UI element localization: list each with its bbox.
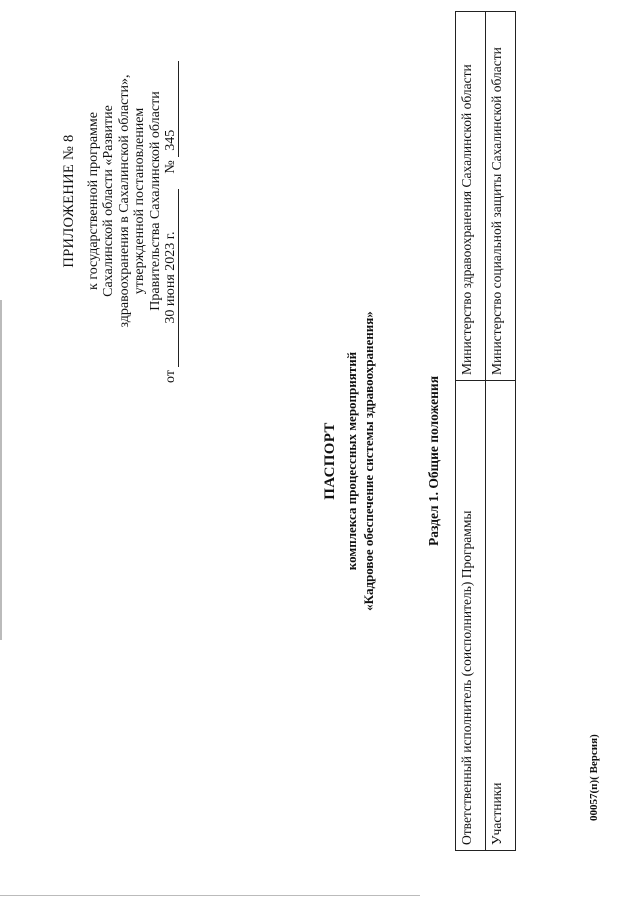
- appendix-line: здравоохранения в Сахалинской области»,: [116, 74, 132, 328]
- version-stamp: 00057(п)( Версия): [588, 734, 600, 821]
- passport-subtitle: комплекса процессных мероприятий: [344, 351, 359, 571]
- passport-heading: [322, 211, 377, 711]
- appendix-line: Сахалинской области «Развитие: [101, 105, 116, 297]
- appendix-date-line: [163, 11, 179, 391]
- number-value: 345: [163, 61, 179, 157]
- passport-title: ПАСПОРТ: [322, 422, 338, 500]
- appendix-block: [62, 11, 179, 391]
- table-cell-value: Министерство социальной защиты Сахалинской области: [486, 12, 516, 381]
- appendix-line: Правительства Сахалинской области: [147, 91, 163, 311]
- date-prefix: от: [163, 370, 178, 383]
- appendix-title: ПРИЛОЖЕНИЕ № 8: [61, 134, 77, 268]
- date-value: 30 июня 2023 г.: [163, 189, 179, 367]
- table-row: [486, 12, 516, 851]
- appendix-line: утвержденной постановлением: [132, 107, 147, 295]
- passport-name: «Кадровое обеспечение системы здравоохранения»: [361, 311, 376, 611]
- table-cell-value: Министерство здравоохранения Сахалинской области: [456, 12, 486, 381]
- section-heading: Раздел 1. Общие положения: [426, 375, 441, 547]
- table-row: [456, 12, 486, 851]
- table-cell-label: Ответственный исполнитель (соисполнитель) Программы: [456, 381, 486, 851]
- appendix-line: к государственной программе: [85, 112, 101, 290]
- number-prefix: №: [163, 160, 178, 174]
- general-provisions-table: [455, 11, 516, 851]
- table-cell-label: Участники: [486, 381, 516, 851]
